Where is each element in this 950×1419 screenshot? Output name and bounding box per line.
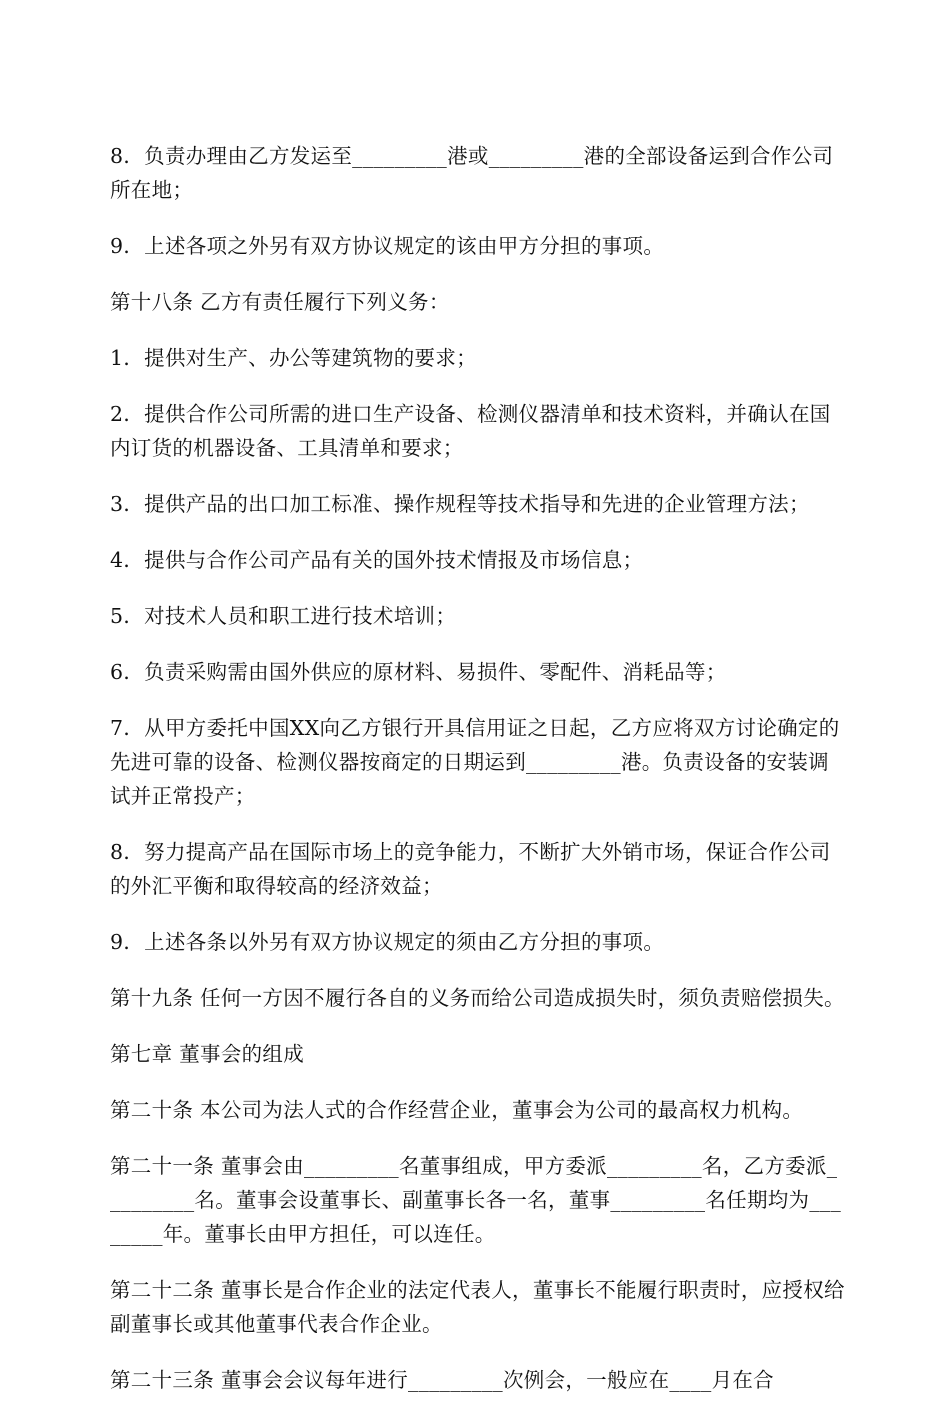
paragraph-party-b-duty-2: 2．提供合作公司所需的进口生产设备、检测仪器清单和技术资料，并确认在国内订货的机器设备、工具清单和要求； — [110, 402, 831, 460]
paragraph-party-b-duty-6: 6．负责采购需由国外供应的原材料、易损件、零配件、消耗品等； — [110, 660, 727, 684]
article-21: 第二十一条 董事会由_________名董事组成，甲方委派_________名，乙方委派_________名。董事会设董事长、副董事长各一名，董事_________名任期均为________年。董事长由甲方担任，可以连任。 — [110, 1154, 841, 1246]
article-19: 第十九条 任何一方因不履行各自的义务而给公司造成损失时，须负责赔偿损失。 — [110, 986, 845, 1010]
chapter-7-heading: 第七章 董事会的组成 — [110, 1042, 305, 1066]
paragraph-party-b-duty-7: 7．从甲方委托中国XX向乙方银行开具信用证之日起，乙方应将双方讨论确定的先进可靠的设备、检测仪器按商定的日期运到_________港。负责设备的安装调试并正常投产； — [110, 716, 840, 808]
paragraph-party-b-duty-9: 9．上述各条以外另有双方协议规定的须由乙方分担的事项。 — [110, 930, 665, 954]
paragraph-party-b-duty-8: 8．努力提高产品在国际市场上的竞争能力，不断扩大外销市场，保证合作公司的外汇平衡和取得较高的经济效益； — [110, 840, 831, 898]
article-20: 第二十条 本公司为法人式的合作经营企业，董事会为公司的最高权力机构。 — [110, 1098, 804, 1122]
paragraph-party-b-duty-3: 3．提供产品的出口加工标准、操作规程等技术指导和先进的企业管理方法； — [110, 492, 810, 516]
paragraph-party-a-duty-8: 8．负责办理由乙方发运至_________港或_________港的全部设备运到合作公司所在地； — [110, 144, 834, 202]
paragraph-party-b-duty-1: 1．提供对生产、办公等建筑物的要求； — [110, 346, 477, 370]
article-22: 第二十二条 董事长是合作企业的法定代表人，董事长不能履行职责时，应授权给副董事长或其他董事代表合作企业。 — [110, 1278, 845, 1336]
article-18-heading: 第十八条 乙方有责任履行下列义务： — [110, 290, 450, 314]
document-body — [110, 139, 845, 1419]
paragraph-party-b-duty-5: 5．对技术人员和职工进行技术培训； — [110, 604, 457, 628]
paragraph-party-a-duty-9: 9．上述各项之外另有双方协议规定的该由甲方分担的事项。 — [110, 234, 665, 258]
paragraph-party-b-duty-4: 4．提供与合作公司产品有关的国外技术情报及市场信息； — [110, 548, 644, 572]
article-23: 第二十三条 董事会会议每年进行_________次例会，一般应在____月在合 — [110, 1368, 774, 1392]
